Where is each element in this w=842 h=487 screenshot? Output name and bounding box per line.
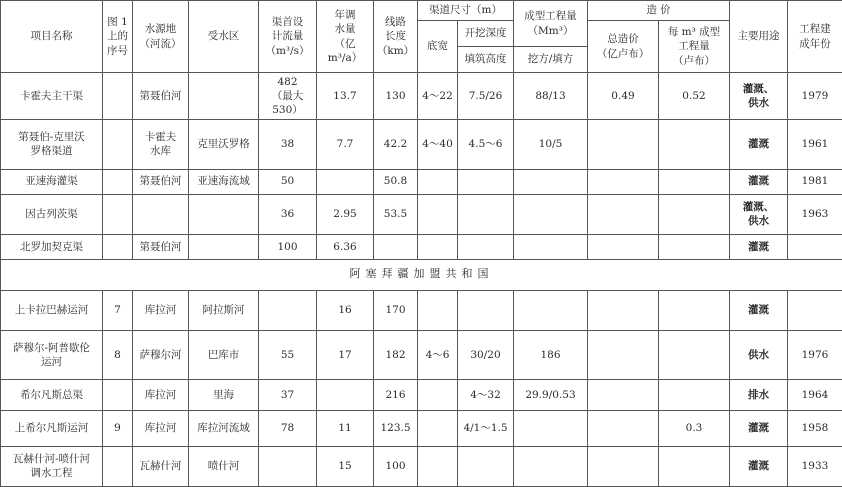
cell-line: 78 bbox=[280, 422, 295, 435]
cell-line: 阿拉斯河 bbox=[202, 304, 245, 317]
cell-build-year: 1976 bbox=[788, 330, 842, 379]
cell-bottom-width bbox=[418, 234, 458, 259]
cell-bottom-width: 4～22 bbox=[418, 73, 458, 120]
cell-map-no bbox=[103, 169, 133, 194]
cell-line: （m³/s） bbox=[265, 44, 310, 57]
cell-line: （卢布） bbox=[673, 54, 715, 67]
cell-line: 55 bbox=[280, 348, 295, 361]
cell-line: 成型工程量 bbox=[524, 10, 577, 23]
cell-line: 萨穆尔-阿普歇伦 bbox=[12, 341, 91, 354]
cell-bottom-width bbox=[418, 380, 458, 411]
cell-design-flow bbox=[259, 120, 317, 169]
cell-earthwork bbox=[514, 169, 588, 194]
cell-project-name bbox=[1, 169, 103, 194]
header-excavation-depth: 开挖深度 bbox=[458, 21, 514, 47]
cell-unit-cost: 0.3 bbox=[659, 410, 730, 446]
header-cost: 造 价 bbox=[588, 1, 730, 21]
cell-main-use bbox=[730, 73, 788, 120]
cell-project-name bbox=[1, 446, 103, 486]
cell-total-cost bbox=[588, 169, 659, 194]
cell-main-use bbox=[730, 446, 788, 486]
cell-line: 38 bbox=[280, 138, 295, 151]
cell-excavation-depth: 4/1～1.5 bbox=[458, 410, 514, 446]
cell-earthwork bbox=[514, 290, 588, 330]
cell-design-flow bbox=[259, 446, 317, 486]
cell-line: 长度 bbox=[385, 30, 406, 43]
cell-line: （Mm³） bbox=[527, 24, 574, 37]
cell-line: 年调 bbox=[334, 9, 356, 22]
cell-map-no: 9 bbox=[103, 410, 133, 446]
cell-receiving-area bbox=[189, 410, 259, 446]
cell-design-flow bbox=[259, 380, 317, 411]
cell-line: 水量 bbox=[334, 23, 356, 36]
cell-earthwork: 29.9/0.53 bbox=[514, 380, 588, 411]
cell-design-flow bbox=[259, 234, 317, 259]
cell-line: 灌溉 bbox=[748, 422, 769, 435]
cell-source bbox=[133, 73, 189, 120]
cell-line: 线路 bbox=[385, 16, 406, 29]
cell-unit-cost bbox=[659, 169, 730, 194]
cell-line: 灌溉 bbox=[748, 460, 769, 473]
cell-design-flow bbox=[259, 290, 317, 330]
cell-project-name bbox=[1, 380, 103, 411]
header-map-no bbox=[103, 1, 133, 73]
cell-line: 灌溉 bbox=[748, 138, 769, 151]
header-build-year bbox=[788, 1, 842, 73]
cell-build-year: 1933 bbox=[788, 446, 842, 486]
cell-line: 调水工程 bbox=[30, 467, 73, 480]
cell-line: 希尔凡斯总渠 bbox=[20, 388, 83, 401]
table-row bbox=[1, 234, 842, 259]
header-cut-fill: 挖方/填方 bbox=[514, 47, 588, 73]
cell-bottom-width bbox=[418, 169, 458, 194]
cell-line: 第聂伯-克里沃 bbox=[18, 131, 85, 144]
cell-line: 成年份 bbox=[799, 37, 831, 50]
cell-receiving-area bbox=[189, 380, 259, 411]
cell-excavation-depth: 4.5～6 bbox=[458, 120, 514, 169]
cell-receiving-area bbox=[189, 234, 259, 259]
cell-line: （km） bbox=[376, 44, 415, 57]
table-body-group-a bbox=[1, 73, 842, 260]
cell-line: 库拉河 bbox=[144, 422, 177, 435]
cell-line: 排水 bbox=[748, 388, 769, 401]
cell-route-length: 50.8 bbox=[374, 169, 418, 194]
cell-main-use bbox=[730, 120, 788, 169]
cell-design-flow bbox=[259, 194, 317, 234]
table-row bbox=[1, 446, 842, 486]
cell-map-no bbox=[103, 234, 133, 259]
cell-earthwork bbox=[514, 194, 588, 234]
cell-line: 灌溉 bbox=[748, 175, 769, 188]
cell-line: 每 m³ 成型 bbox=[667, 26, 721, 39]
header-source bbox=[133, 1, 189, 73]
cell-build-year bbox=[788, 234, 842, 259]
cell-line: 里海 bbox=[213, 388, 234, 401]
cell-excavation-depth bbox=[458, 169, 514, 194]
cell-source bbox=[133, 446, 189, 486]
cell-excavation-depth: 7.5/26 bbox=[458, 73, 514, 120]
cell-bottom-width bbox=[418, 194, 458, 234]
cell-unit-cost bbox=[659, 234, 730, 259]
cell-line: 灌溉、 bbox=[742, 201, 775, 214]
cell-build-year: 1961 bbox=[788, 120, 842, 169]
cell-route-length: 53.5 bbox=[374, 194, 418, 234]
cell-total-cost bbox=[588, 290, 659, 330]
cell-route-length: 123.5 bbox=[374, 410, 418, 446]
header-canal-size: 渠道尺寸（m） bbox=[418, 1, 514, 21]
header-total-cost bbox=[588, 21, 659, 73]
cell-project-name bbox=[1, 330, 103, 379]
cell-main-use bbox=[730, 234, 788, 259]
cell-line: 供水 bbox=[748, 97, 769, 110]
cell-route-length: 170 bbox=[374, 290, 418, 330]
cell-unit-cost bbox=[659, 330, 730, 379]
table-row bbox=[1, 169, 842, 194]
cell-line: 36 bbox=[280, 208, 295, 221]
cell-map-no bbox=[103, 446, 133, 486]
header-main-use: 主要用途 bbox=[730, 1, 788, 73]
cell-annual-volume: 6.36 bbox=[317, 234, 374, 259]
cell-source bbox=[133, 120, 189, 169]
cell-line: 水源地 bbox=[144, 23, 177, 36]
cell-line: 灌溉 bbox=[748, 304, 769, 317]
cell-main-use bbox=[730, 410, 788, 446]
cell-line: （亿 m³/a） bbox=[327, 37, 363, 64]
cell-total-cost bbox=[588, 446, 659, 486]
header-earthwork bbox=[514, 1, 588, 47]
cell-line: 上希尔凡斯运河 bbox=[14, 422, 89, 435]
cell-map-no: 8 bbox=[103, 330, 133, 379]
cell-map-no bbox=[103, 194, 133, 234]
cell-receiving-area bbox=[189, 194, 259, 234]
cell-line: 水库 bbox=[150, 145, 171, 158]
cell-map-no bbox=[103, 73, 133, 120]
cell-line: （亿卢布） bbox=[596, 47, 650, 60]
cell-bottom-width: 4～40 bbox=[418, 120, 458, 169]
cell-unit-cost bbox=[659, 380, 730, 411]
cell-source bbox=[133, 169, 189, 194]
cell-route-length: 130 bbox=[374, 73, 418, 120]
cell-line: 运河 bbox=[41, 356, 62, 369]
cell-receiving-area bbox=[189, 73, 259, 120]
cell-line: 萨穆尔河 bbox=[139, 348, 182, 361]
cell-annual-volume bbox=[317, 169, 374, 194]
table-row bbox=[1, 73, 842, 120]
table-row bbox=[1, 380, 842, 411]
cell-annual-volume: 7.7 bbox=[317, 120, 374, 169]
cell-total-cost bbox=[588, 120, 659, 169]
cell-line: 100 bbox=[277, 240, 298, 253]
cell-project-name bbox=[1, 120, 103, 169]
cell-line: 罗格渠道 bbox=[30, 145, 73, 158]
cell-route-length bbox=[374, 234, 418, 259]
cell-map-no bbox=[103, 120, 133, 169]
cell-map-no bbox=[103, 380, 133, 411]
cell-line: 供水 bbox=[748, 348, 769, 361]
cell-line: 第聂伯河 bbox=[139, 175, 182, 188]
cell-excavation-depth bbox=[458, 446, 514, 486]
cell-source bbox=[133, 194, 189, 234]
cell-annual-volume: 16 bbox=[317, 290, 374, 330]
cell-excavation-depth bbox=[458, 290, 514, 330]
cell-line: 计流量 bbox=[271, 30, 304, 43]
cell-unit-cost: 0.52 bbox=[659, 73, 730, 120]
cell-line: 37 bbox=[280, 388, 295, 401]
cell-excavation-depth bbox=[458, 194, 514, 234]
cell-earthwork: 186 bbox=[514, 330, 588, 379]
cell-annual-volume: 15 bbox=[317, 446, 374, 486]
cell-line: 因古列茨渠 bbox=[25, 208, 78, 221]
cell-design-flow bbox=[259, 330, 317, 379]
cell-line: 50 bbox=[280, 175, 295, 188]
cell-annual-volume: 11 bbox=[317, 410, 374, 446]
cell-project-name bbox=[1, 410, 103, 446]
cell-annual-volume bbox=[317, 380, 374, 411]
cell-project-name bbox=[1, 73, 103, 120]
cell-annual-volume: 2.95 bbox=[317, 194, 374, 234]
header-design-flow bbox=[259, 1, 317, 73]
table-body-group-b bbox=[1, 290, 842, 486]
table-row bbox=[1, 194, 842, 234]
cell-project-name bbox=[1, 194, 103, 234]
cell-line: （最大530） bbox=[271, 90, 304, 117]
cell-line: 图 1 bbox=[107, 16, 128, 29]
cell-source bbox=[133, 410, 189, 446]
cell-source bbox=[133, 290, 189, 330]
cell-route-length: 100 bbox=[374, 446, 418, 486]
cell-annual-volume: 17 bbox=[317, 330, 374, 379]
cell-line: 克里沃罗格 bbox=[197, 138, 250, 151]
cell-receiving-area bbox=[189, 330, 259, 379]
cell-line: 亚速海灌渠 bbox=[25, 175, 78, 188]
section-row-group bbox=[1, 260, 842, 291]
cell-bottom-width bbox=[418, 410, 458, 446]
cell-excavation-depth: 4～32 bbox=[458, 380, 514, 411]
header-route-length bbox=[374, 1, 418, 73]
cell-receiving-area bbox=[189, 446, 259, 486]
cell-main-use bbox=[730, 169, 788, 194]
cell-total-cost bbox=[588, 234, 659, 259]
cell-line: （河流） bbox=[139, 37, 182, 50]
cell-design-flow bbox=[259, 169, 317, 194]
cell-route-length: 42.2 bbox=[374, 120, 418, 169]
cell-build-year: 1963 bbox=[788, 194, 842, 234]
cell-line: 亚速海流域 bbox=[197, 175, 250, 188]
cell-receiving-area bbox=[189, 169, 259, 194]
cell-unit-cost bbox=[659, 290, 730, 330]
table-row bbox=[1, 330, 842, 379]
cell-project-name bbox=[1, 290, 103, 330]
cell-line: 上卡拉巴赫运河 bbox=[14, 304, 89, 317]
table-row bbox=[1, 120, 842, 169]
cell-earthwork: 10/5 bbox=[514, 120, 588, 169]
cell-bottom-width bbox=[418, 290, 458, 330]
cell-earthwork bbox=[514, 234, 588, 259]
cell-line: 灌溉 bbox=[748, 240, 769, 253]
cell-build-year: 1964 bbox=[788, 380, 842, 411]
cell-total-cost bbox=[588, 380, 659, 411]
cell-earthwork: 88/13 bbox=[514, 73, 588, 120]
cell-line: 卡霍夫 bbox=[144, 131, 177, 144]
section-title-azerbaijan: 阿塞拜疆加盟共和国 bbox=[1, 260, 842, 291]
cell-earthwork bbox=[514, 446, 588, 486]
cell-total-cost: 0.49 bbox=[588, 73, 659, 120]
cell-line: 瓦赫什河-喷什河 bbox=[12, 453, 91, 466]
cell-line: 供水 bbox=[748, 215, 769, 228]
cell-line: 序号 bbox=[107, 44, 128, 57]
header-project-name: 项目名称 bbox=[1, 1, 103, 73]
cell-line: 第聂伯河 bbox=[139, 90, 182, 103]
cell-line: 上的 bbox=[107, 30, 128, 43]
cell-map-no: 7 bbox=[103, 290, 133, 330]
table-row bbox=[1, 290, 842, 330]
cell-bottom-width: 4～6 bbox=[418, 330, 458, 379]
header-bottom-width: 底宽 bbox=[418, 21, 458, 73]
cell-total-cost bbox=[588, 410, 659, 446]
cell-line: 库拉河 bbox=[144, 304, 177, 317]
cell-bottom-width bbox=[418, 446, 458, 486]
cell-build-year: 1981 bbox=[788, 169, 842, 194]
cell-line: 482 bbox=[277, 75, 298, 88]
table-row bbox=[1, 410, 842, 446]
cell-unit-cost bbox=[659, 120, 730, 169]
cell-project-name bbox=[1, 234, 103, 259]
cell-line: 瓦赫什河 bbox=[139, 460, 182, 473]
cell-build-year: 1979 bbox=[788, 73, 842, 120]
cell-line: 总造价 bbox=[607, 33, 639, 46]
cell-line: 工程量 bbox=[678, 40, 710, 53]
cell-source bbox=[133, 330, 189, 379]
cell-annual-volume: 13.7 bbox=[317, 73, 374, 120]
cell-line: 渠首设 bbox=[271, 16, 304, 29]
cell-unit-cost bbox=[659, 446, 730, 486]
cell-line: 库拉河 bbox=[144, 388, 177, 401]
cell-line: 第聂伯河 bbox=[139, 240, 182, 253]
cell-main-use bbox=[730, 194, 788, 234]
cell-build-year: 1958 bbox=[788, 410, 842, 446]
cell-main-use bbox=[730, 290, 788, 330]
header-annual-volume bbox=[317, 1, 374, 73]
cell-total-cost bbox=[588, 330, 659, 379]
cell-design-flow bbox=[259, 410, 317, 446]
cell-main-use bbox=[730, 380, 788, 411]
cell-line: 库拉河流域 bbox=[197, 422, 250, 435]
cell-route-length: 182 bbox=[374, 330, 418, 379]
cell-line: 北罗加契克渠 bbox=[20, 240, 83, 253]
cell-source bbox=[133, 234, 189, 259]
header-receiving-area: 受水区 bbox=[189, 1, 259, 73]
cell-route-length: 216 bbox=[374, 380, 418, 411]
cell-line: 巴库市 bbox=[207, 348, 240, 361]
cell-receiving-area bbox=[189, 290, 259, 330]
cell-design-flow bbox=[259, 73, 317, 120]
cell-main-use bbox=[730, 330, 788, 379]
cell-line: 喷什河 bbox=[207, 460, 240, 473]
cell-unit-cost bbox=[659, 194, 730, 234]
cell-line: 工程建 bbox=[799, 23, 831, 36]
cell-build-year bbox=[788, 290, 842, 330]
cell-line: 灌溉、 bbox=[742, 83, 775, 96]
header-fill-height: 填筑高度 bbox=[458, 47, 514, 73]
header-unit-cost bbox=[659, 21, 730, 73]
cell-earthwork bbox=[514, 410, 588, 446]
cell-receiving-area bbox=[189, 120, 259, 169]
cell-excavation-depth bbox=[458, 234, 514, 259]
cell-total-cost bbox=[588, 194, 659, 234]
cell-source bbox=[133, 380, 189, 411]
cell-line: 卡霍夫主干渠 bbox=[20, 90, 83, 103]
cell-excavation-depth: 30/20 bbox=[458, 330, 514, 379]
